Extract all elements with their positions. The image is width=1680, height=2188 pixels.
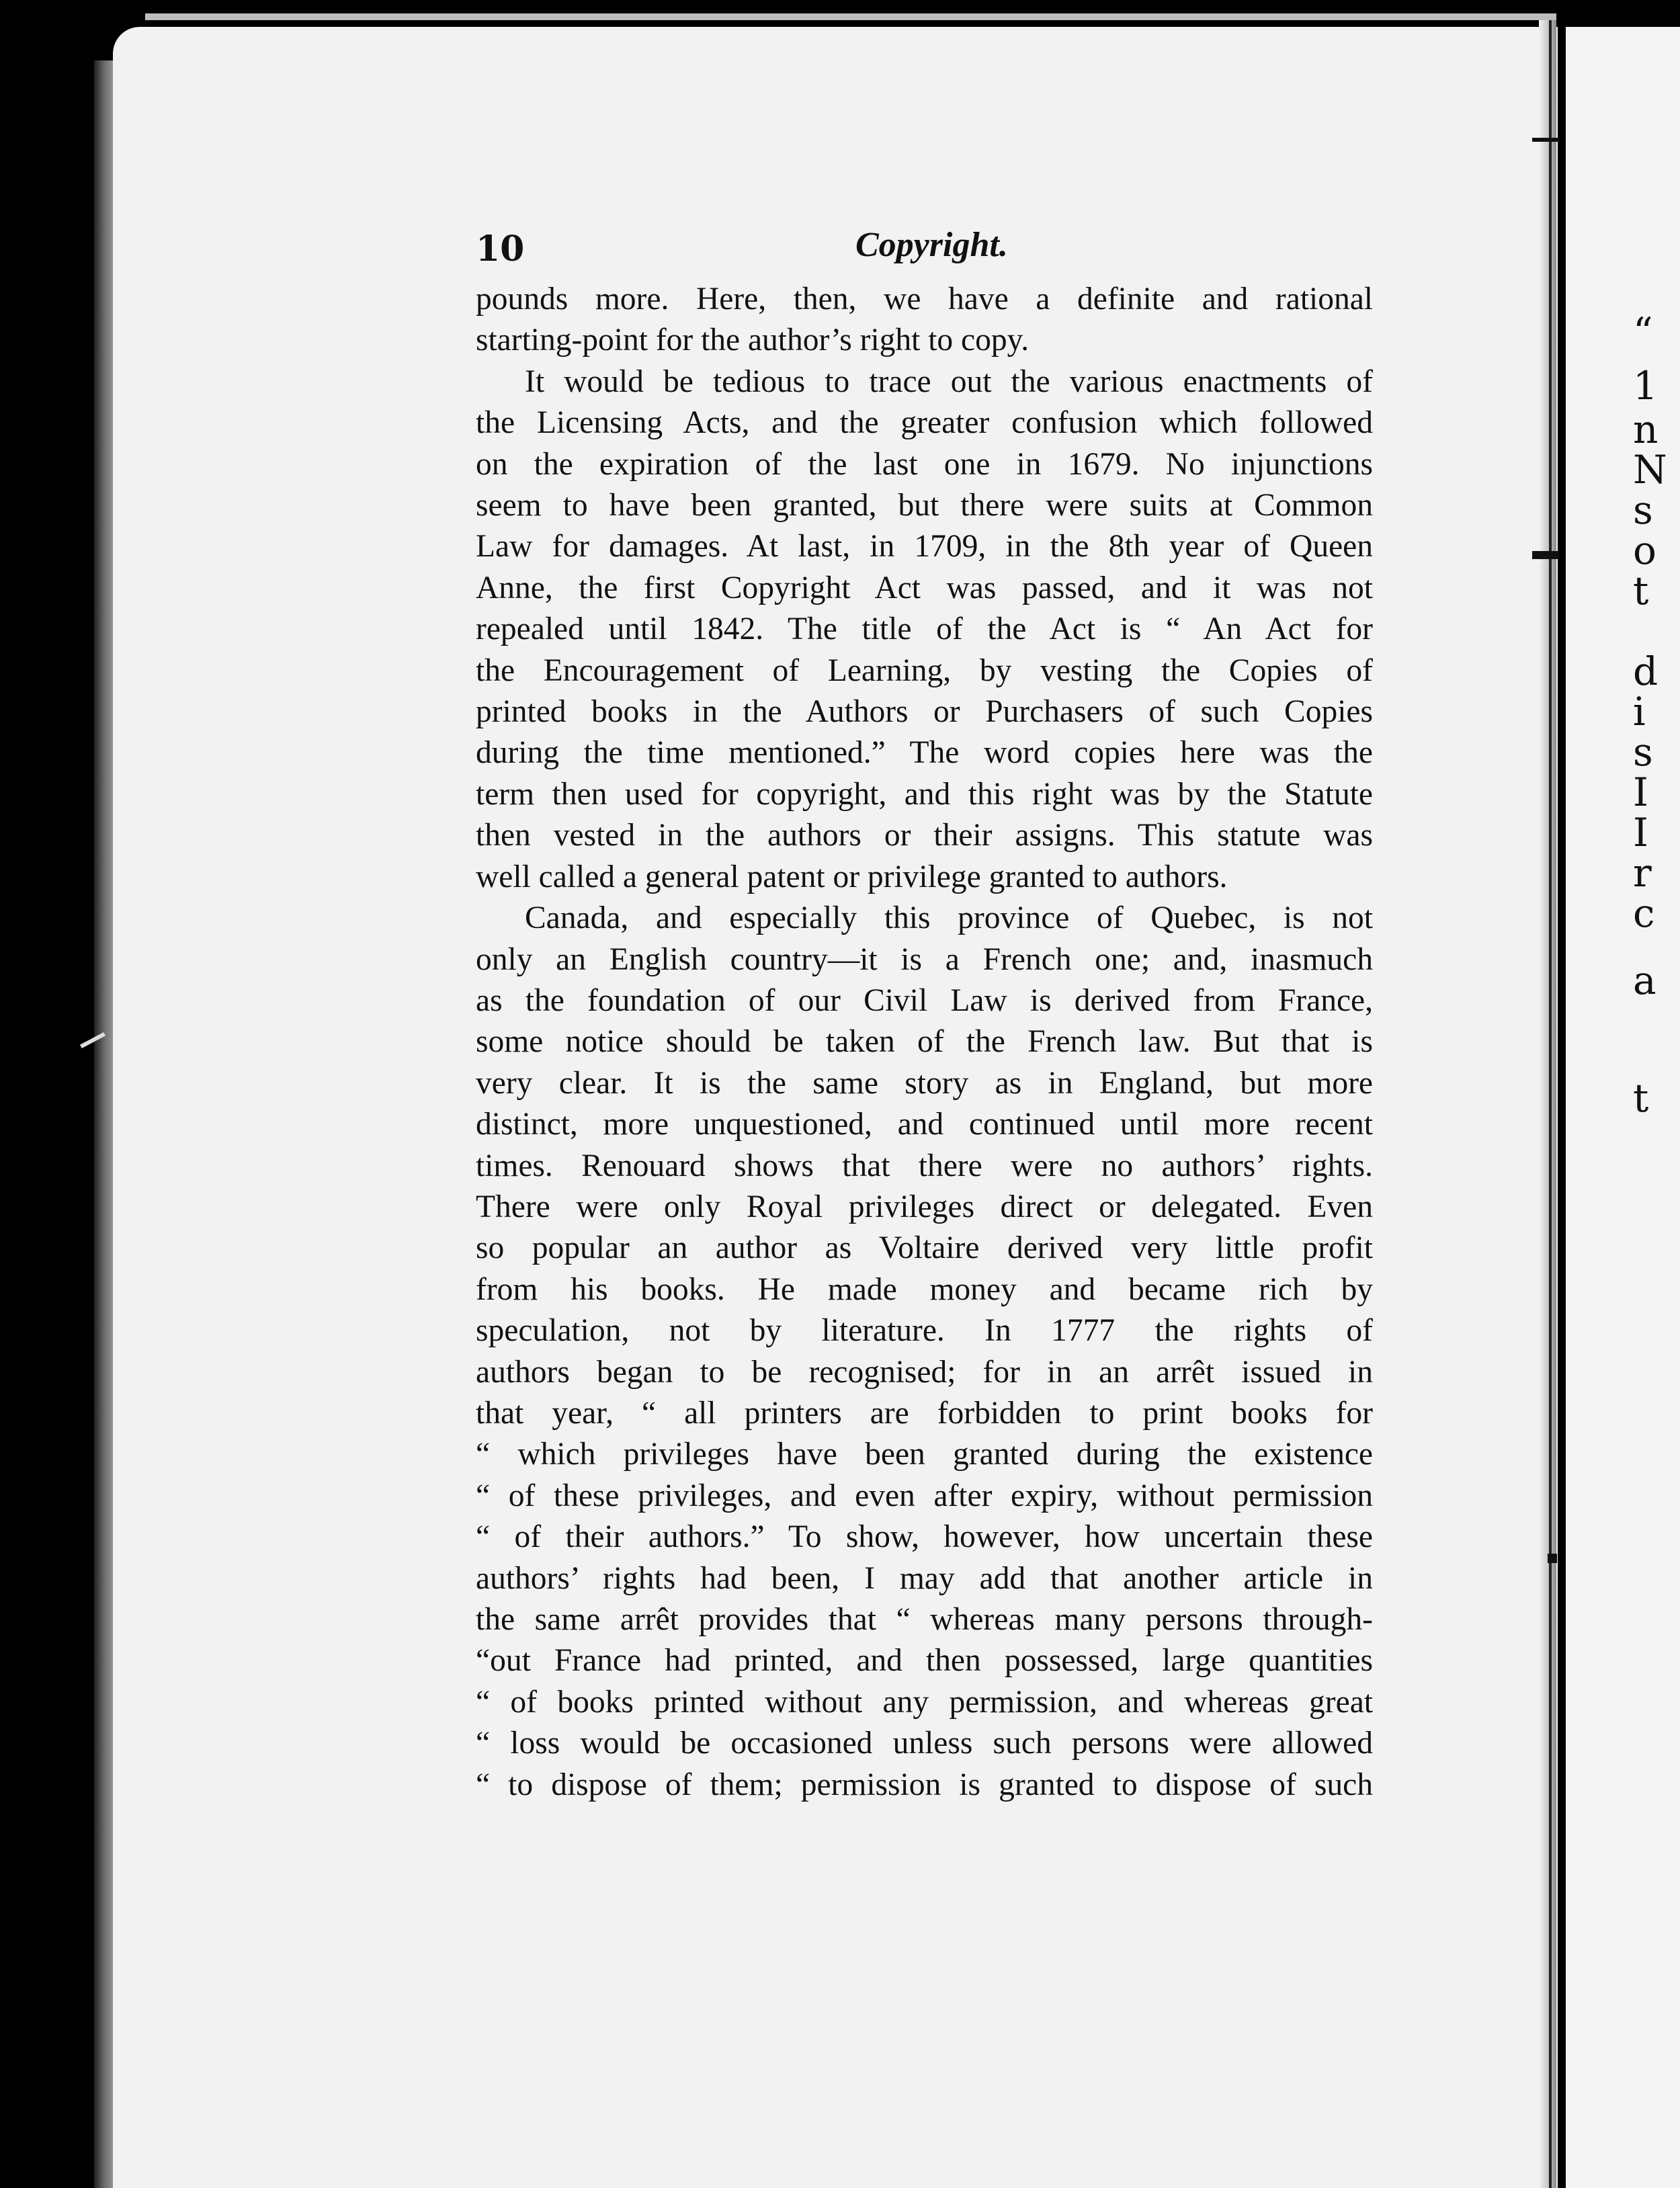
next-page-fragment: “ — [1633, 309, 1653, 355]
text-line: only an English country—it is a French one; and, inasmuch — [476, 941, 1373, 977]
scan-top-rule — [145, 13, 1556, 20]
text-line: distinct, more unquestioned, and continued until more recent — [476, 1107, 1373, 1142]
next-page-fragment: s — [1633, 487, 1653, 533]
next-page-fragment: 1 — [1633, 363, 1658, 409]
next-page-fragment: n — [1633, 407, 1658, 452]
text-line: starting-point for the author’s right to copy. — [476, 323, 1030, 358]
text-line: There were only Royal privileges direct or delegated. Even — [476, 1189, 1373, 1224]
text-line: authors began to be recognised; for in an arrêt issued in — [476, 1354, 1373, 1390]
next-page-fragment: I — [1633, 769, 1648, 815]
text-line: so popular an author as Voltaire derived very little profit — [476, 1230, 1373, 1266]
page-number: 10 — [476, 228, 525, 269]
next-page-fragment: o — [1633, 528, 1656, 573]
text-line: during the time mentioned.” The word copies here was the — [476, 735, 1373, 771]
text-line: that year, “ all printers are forbidden to print books for — [476, 1395, 1373, 1431]
text-line: “ loss would be occasioned unless such persons were allowed — [476, 1726, 1373, 1761]
text-line: as the foundation of our Civil Law is derived from France, — [476, 982, 1373, 1018]
next-page-fragment: t — [1633, 1075, 1649, 1121]
text-line: from his books. He made money and became rich by — [476, 1271, 1373, 1307]
next-page-fragment: i — [1633, 689, 1646, 734]
fold-tick-mark — [1548, 1554, 1557, 1563]
text-line: “ to dispose of them; permission is granted to dispose of such — [476, 1767, 1373, 1802]
next-page-fragment: d — [1633, 648, 1658, 694]
text-line: the Encouragement of Learning, by vesting the Copies of — [476, 653, 1373, 688]
text-line: pounds more. Here, then, we have a definite and rational — [476, 282, 1373, 317]
text-line: Canada, and especially this province of Quebec, is not — [525, 900, 1373, 936]
text-line: “ of these privileges, and even after expiry, without permission — [476, 1478, 1373, 1513]
adjacent-page-fragment — [1566, 27, 1680, 2188]
text-line: seem to have been granted, but there were suits at Common — [476, 488, 1373, 523]
text-line: times. Renouard shows that there were no authors’ rights. — [476, 1148, 1373, 1183]
text-line: authors’ rights had been, I may add that another article in — [476, 1560, 1373, 1596]
fold-tick-mark — [1532, 138, 1559, 142]
next-page-fragment: c — [1633, 890, 1655, 936]
text-line: some notice should be taken of the French law. But that is — [476, 1024, 1373, 1060]
text-line: “ which privileges have been granted during the existence — [476, 1437, 1373, 1472]
text-line: It would be tedious to trace out the various enactments of — [525, 364, 1373, 399]
text-line: then vested in the authors or their assigns. This statute was — [476, 818, 1373, 853]
next-page-fragment: a — [1633, 958, 1656, 1003]
text-line: “out France had printed, and then possessed, large quantities — [476, 1643, 1373, 1679]
page-gutter — [1539, 20, 1556, 2188]
text-line: the Licensing Acts, and the greater confusion which followed — [476, 405, 1373, 441]
text-line: on the expiration of the last one in 1679. No injunctions — [476, 446, 1373, 482]
page-left-edge — [94, 60, 114, 2188]
text-line: repealed until 1842. The title of the Act is “ An Act for — [476, 612, 1373, 647]
fold-tick-mark — [1532, 551, 1559, 559]
text-line: “ of books printed without any permission, and whereas great — [476, 1684, 1373, 1720]
text-line: “ of their authors.” To show, however, how uncertain these — [476, 1519, 1373, 1555]
text-line: printed books in the Authors or Purchasers of such Copies — [476, 694, 1373, 730]
page-text-block — [476, 225, 1373, 1806]
next-page-fragment: N — [1633, 447, 1667, 493]
text-line: Law for damages. At last, in 1709, in the 8th year of Queen — [476, 529, 1373, 564]
next-page-fragment: I — [1633, 810, 1648, 855]
text-line: well called a general patent or privilege granted to authors. — [476, 859, 1228, 894]
running-title: Copyright. — [855, 226, 1008, 264]
next-page-fragment: r — [1633, 850, 1652, 896]
text-line: term then used for copyright, and this right was by the Statute — [476, 776, 1373, 812]
next-page-fragment: t — [1633, 568, 1649, 614]
text-line: Anne, the first Copyright Act was passed, and it was not — [476, 570, 1373, 605]
next-page-fragment: s — [1633, 729, 1653, 775]
text-line: the same arrêt provides that “ whereas many persons through- — [476, 1602, 1373, 1637]
page-fold-line — [1549, 20, 1552, 2188]
text-line: speculation, not by literature. In 1777 the rights of — [476, 1313, 1373, 1349]
text-line: very clear. It is the same story as in England, but more — [476, 1065, 1373, 1101]
running-head — [476, 225, 1373, 279]
body-text — [476, 279, 1373, 1806]
